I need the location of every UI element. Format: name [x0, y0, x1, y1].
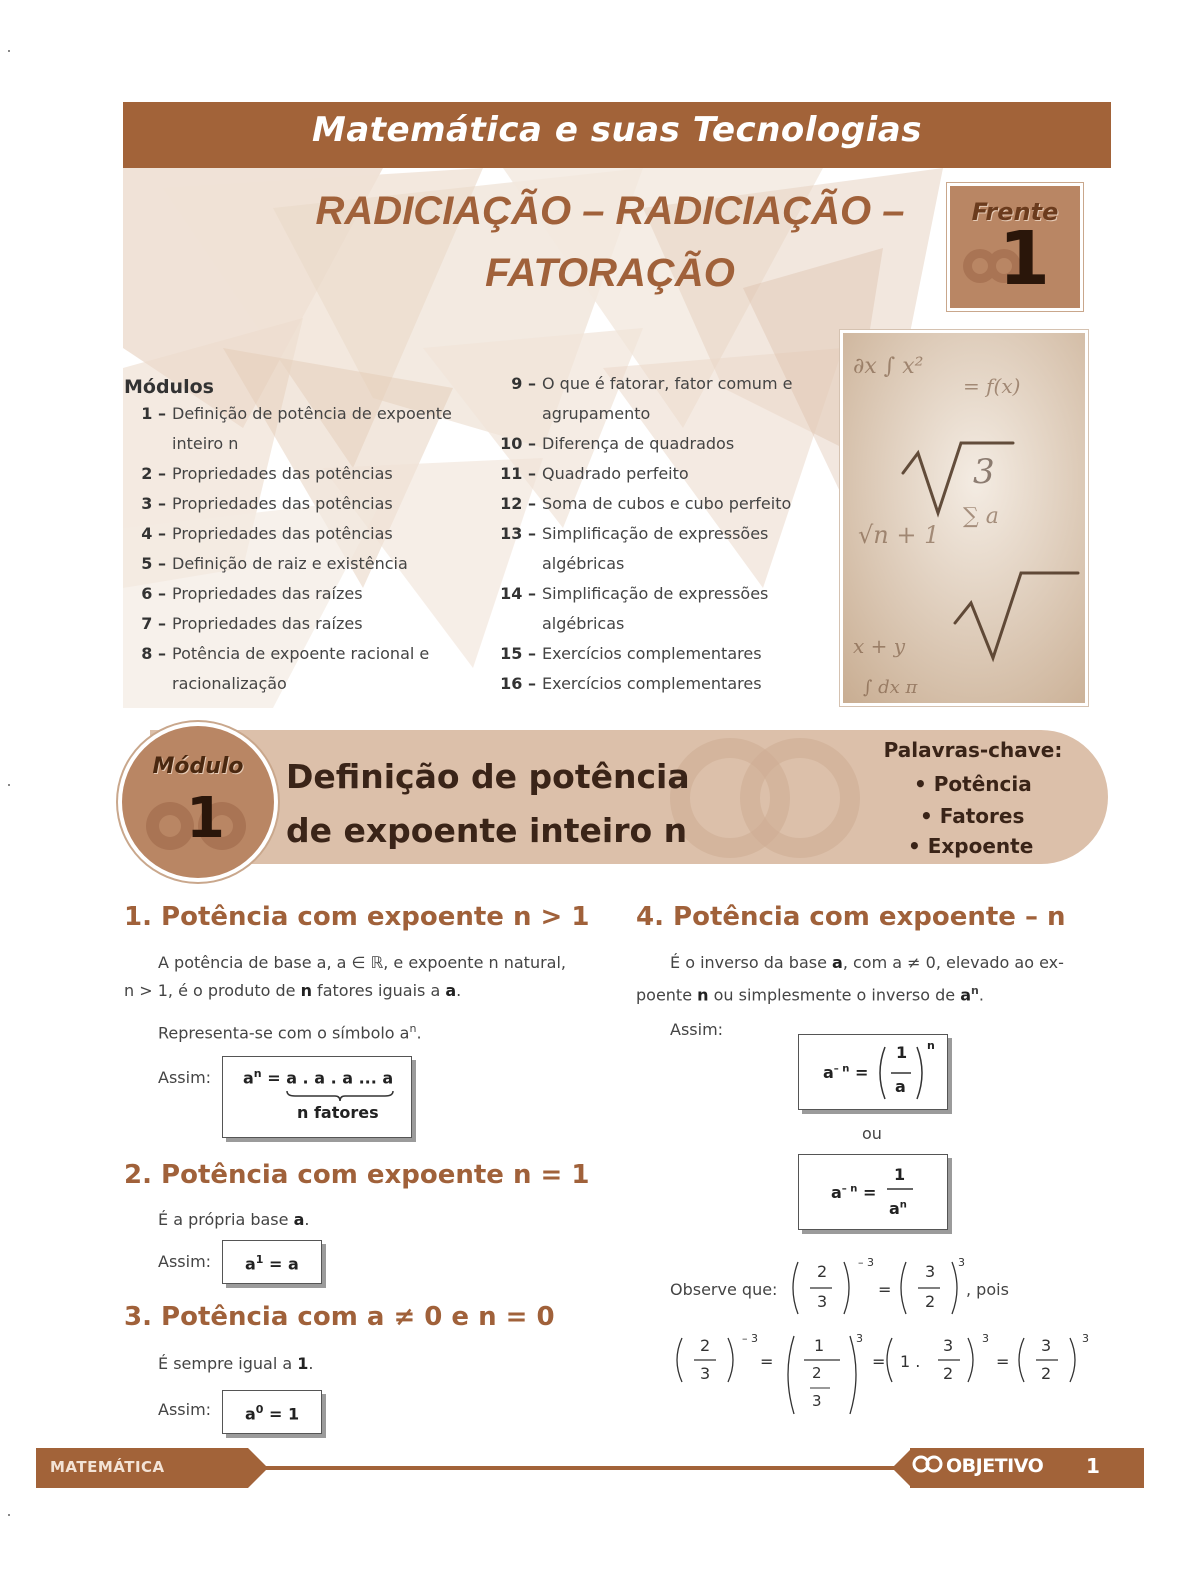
module-text-continuation: racionalização — [172, 674, 287, 693]
derivation-exponent: – 3 — [742, 1332, 758, 1345]
formula-denominator: a — [895, 1077, 906, 1096]
module-number: 10 – — [500, 434, 536, 453]
module-list-item — [486, 459, 689, 489]
module-text: Exercícios complementares — [542, 644, 762, 663]
module-number: 1 – — [141, 404, 166, 423]
ou-text: ou — [862, 1124, 882, 1143]
formula-box-exp-zero — [222, 1390, 322, 1434]
module-text-continuation: inteiro n — [172, 434, 239, 453]
frente-label: Frente — [971, 198, 1059, 226]
formula-exp-zero: $a^0 = 1$ — [245, 1403, 300, 1424]
module-number: 14 – — [500, 584, 536, 603]
derivation-numerator: 3 — [943, 1336, 954, 1355]
modules-title: Módulos — [124, 376, 214, 398]
module-list-item — [486, 429, 734, 459]
module-number: 1 — [186, 786, 225, 851]
footer-subject: MATEMÁTICA — [50, 1458, 165, 1476]
module-number: 13 – — [500, 524, 536, 543]
module-title-line-1: Definição de potência — [286, 757, 690, 796]
derivation-denominator: 3 — [700, 1364, 711, 1383]
page-title — [260, 180, 960, 304]
derivation-equals: = — [760, 1352, 774, 1371]
derivation-exponent: 3 — [1082, 1332, 1089, 1345]
module-list-item — [124, 399, 452, 429]
module-number: 4 – — [141, 524, 166, 543]
keyword-item: • Fatores — [920, 804, 1025, 828]
pois-text: , pois — [966, 1280, 1009, 1299]
section-1-assim: Assim: — [158, 1068, 212, 1087]
module-text: Propriedades das raízes — [172, 584, 363, 603]
formula-numerator: 1 — [896, 1043, 908, 1062]
module-text: Propriedades das potências — [172, 524, 393, 543]
section-heading-1: 1. Potência com expoente n > 1 — [124, 902, 590, 932]
section-2-paragraph: É a própria base a. — [158, 1210, 310, 1229]
module-text-continuation: algébricas — [542, 554, 625, 573]
section-1-paragraph-1b: n > 1, é o produto de n fatores iguais a a. — [124, 981, 462, 1000]
module-text: Simplificação de expressões — [542, 584, 769, 603]
module-list-item — [486, 579, 768, 609]
formula-base: $a^{- n}$ = — [831, 1183, 877, 1202]
svg-text:3: 3 — [973, 452, 995, 492]
module-number: 2 – — [141, 464, 166, 483]
keywords-title: Palavras-chave: — [883, 738, 1063, 762]
section-1-paragraph-1: A potência de base a, a ∈ ℝ, e expoente n natural, — [158, 953, 567, 972]
module-label: Módulo — [152, 754, 244, 779]
example-equals: = — [878, 1280, 892, 1299]
example-denominator: 3 — [817, 1292, 828, 1311]
module-text: Simplificação de expressões — [542, 524, 769, 543]
module-number: 5 – — [141, 554, 166, 573]
formula-box-negative-exp-inverse — [798, 1154, 948, 1230]
module-list-item — [486, 489, 791, 519]
svg-text:∂x ∫ x²: ∂x ∫ x² — [853, 354, 924, 379]
underbrace-icon — [285, 1089, 395, 1103]
module-list-item — [124, 519, 393, 549]
module-number: 9 – — [511, 374, 536, 393]
section-3-assim: Assim: — [158, 1400, 212, 1419]
module-text-continuation: agrupamento — [542, 404, 651, 423]
formula-box-negative-exp-fraction — [798, 1034, 948, 1110]
margin-mark — [8, 1514, 10, 1516]
section-heading-3: 3. Potência com a ≠ 0 e n = 0 — [124, 1302, 555, 1332]
formula-numerator: 1 — [894, 1165, 906, 1184]
formula-power-definition: $a^n = a$ . a . a ... a — [243, 1067, 394, 1088]
module-text: Definição de potência de expoente — [172, 404, 452, 423]
formula-box-power-definition — [222, 1056, 412, 1138]
module-list-item — [124, 639, 429, 669]
page-title-line-2: FATORAÇÃO — [485, 251, 735, 295]
formula-box-exp-one — [222, 1240, 322, 1284]
section-4-paragraph-2: poente n ou simplesmente o inverso de $a^n$. — [636, 984, 984, 1005]
margin-mark — [8, 50, 10, 52]
svg-text:√n + 1: √n + 1 — [858, 521, 940, 549]
footer-logo: OBJETIVO — [912, 1455, 1043, 1478]
formula-n-fatores: n fatores — [297, 1103, 379, 1122]
module-text: Diferença de quadrados — [542, 434, 735, 453]
module-text: Exercícios complementares — [542, 674, 762, 693]
derivation-inner-numerator: 2 — [812, 1364, 822, 1382]
formula-base: $a^{- n}$ = — [823, 1063, 869, 1082]
example-exponent: – 3 — [858, 1256, 874, 1269]
banner-watermark-icon — [670, 738, 890, 858]
margin-mark — [8, 784, 10, 786]
module-number: 11 – — [500, 464, 536, 483]
module-text: Propriedades das potências — [172, 494, 393, 513]
section-4-assim: Assim: — [670, 1020, 724, 1039]
example-exponent: 3 — [958, 1256, 965, 1269]
svg-text:= f(x): = f(x) — [963, 374, 1021, 398]
module-text: Quadrado perfeito — [542, 464, 689, 483]
section-1-paragraph-2: Representa-se com o símbolo $a^n$. — [158, 1022, 422, 1043]
module-number: 12 – — [500, 494, 536, 513]
derivation-one: 1 — [814, 1336, 825, 1355]
observe-label: Observe que: — [670, 1280, 778, 1299]
frente-badge — [950, 186, 1080, 308]
section-2-assim: Assim: — [158, 1252, 212, 1271]
svg-text:∫ dx π: ∫ dx π — [863, 677, 918, 698]
derivation-parentheses-icon — [670, 1330, 1100, 1420]
example-numerator: 3 — [925, 1262, 936, 1281]
derivation-exponent: 3 — [856, 1332, 863, 1345]
module-number: 8 – — [141, 644, 166, 663]
subject-band-title: Matemática e suas Tecnologias — [312, 110, 922, 150]
keyword-item: • Potência — [914, 772, 1032, 796]
example-denominator: 2 — [925, 1292, 936, 1311]
section-heading-2: 2. Potência com expoente n = 1 — [124, 1160, 590, 1190]
derivation-one-dot: 1 . — [900, 1352, 921, 1371]
module-number: 6 – — [141, 584, 166, 603]
derivation-denominator: 2 — [1041, 1364, 1052, 1383]
module-title — [286, 750, 690, 858]
module-list-item — [124, 459, 393, 489]
page-title-line-1: RADICIAÇÃO – RADICIAÇÃO – — [315, 189, 905, 233]
module-text: Soma de cubos e cubo perfeito — [542, 494, 792, 513]
derivation-equals: = — [872, 1352, 886, 1371]
module-number: 15 – — [500, 644, 536, 663]
keyword-item: • Expoente — [908, 834, 1034, 858]
derivation-numerator: 3 — [1041, 1336, 1052, 1355]
module-text-continuation: algébricas — [542, 614, 625, 633]
module-title-line-2: de expoente inteiro n — [286, 811, 688, 850]
module-list-item — [486, 669, 762, 699]
page-number: 1 — [1086, 1454, 1100, 1478]
subject-band — [123, 102, 1111, 168]
module-text: Potência de expoente racional e — [172, 644, 430, 663]
derivation-numerator: 2 — [700, 1336, 711, 1355]
section-3-paragraph: É sempre igual a 1. — [158, 1354, 314, 1373]
svg-text:∑ a: ∑ a — [963, 504, 999, 529]
module-badge — [122, 726, 274, 878]
module-text: O que é fatorar, fator comum e — [542, 374, 793, 393]
objetivo-logo-icon — [912, 1455, 946, 1478]
frente-number: 1 — [998, 216, 1050, 302]
math-formulas-photo — [840, 330, 1088, 706]
section-4-paragraph-1: É o inverso da base a, com a ≠ 0, elevado ao ex- — [670, 953, 1064, 972]
example-numerator: 2 — [817, 1262, 828, 1281]
module-number: 16 – — [500, 674, 536, 693]
module-list-item — [124, 489, 393, 519]
formula-denominator: $a^n$ — [889, 1199, 907, 1218]
module-number: 7 – — [141, 614, 166, 633]
module-list-item — [124, 579, 363, 609]
derivation-exponent: 3 — [982, 1332, 989, 1345]
module-number: 3 – — [141, 494, 166, 513]
formula-exp-one: $a^1 = a$ — [245, 1253, 299, 1274]
module-list-item — [124, 609, 363, 639]
module-text: Propriedades das raízes — [172, 614, 363, 633]
section-heading-4: 4. Potência com expoente – n — [636, 902, 1066, 932]
module-text: Propriedades das potências — [172, 464, 393, 483]
module-list-item — [124, 549, 408, 579]
module-list-item — [486, 519, 768, 549]
svg-text:x + y: x + y — [853, 634, 906, 658]
derivation-denominator: 2 — [943, 1364, 954, 1383]
module-text: Definição de raiz e existência — [172, 554, 408, 573]
derivation-equals: = — [996, 1352, 1010, 1371]
derivation-inner-denominator: 3 — [812, 1392, 822, 1410]
formula-exponent: n — [927, 1039, 935, 1052]
module-list-item — [486, 369, 792, 399]
module-list-item — [486, 639, 762, 669]
